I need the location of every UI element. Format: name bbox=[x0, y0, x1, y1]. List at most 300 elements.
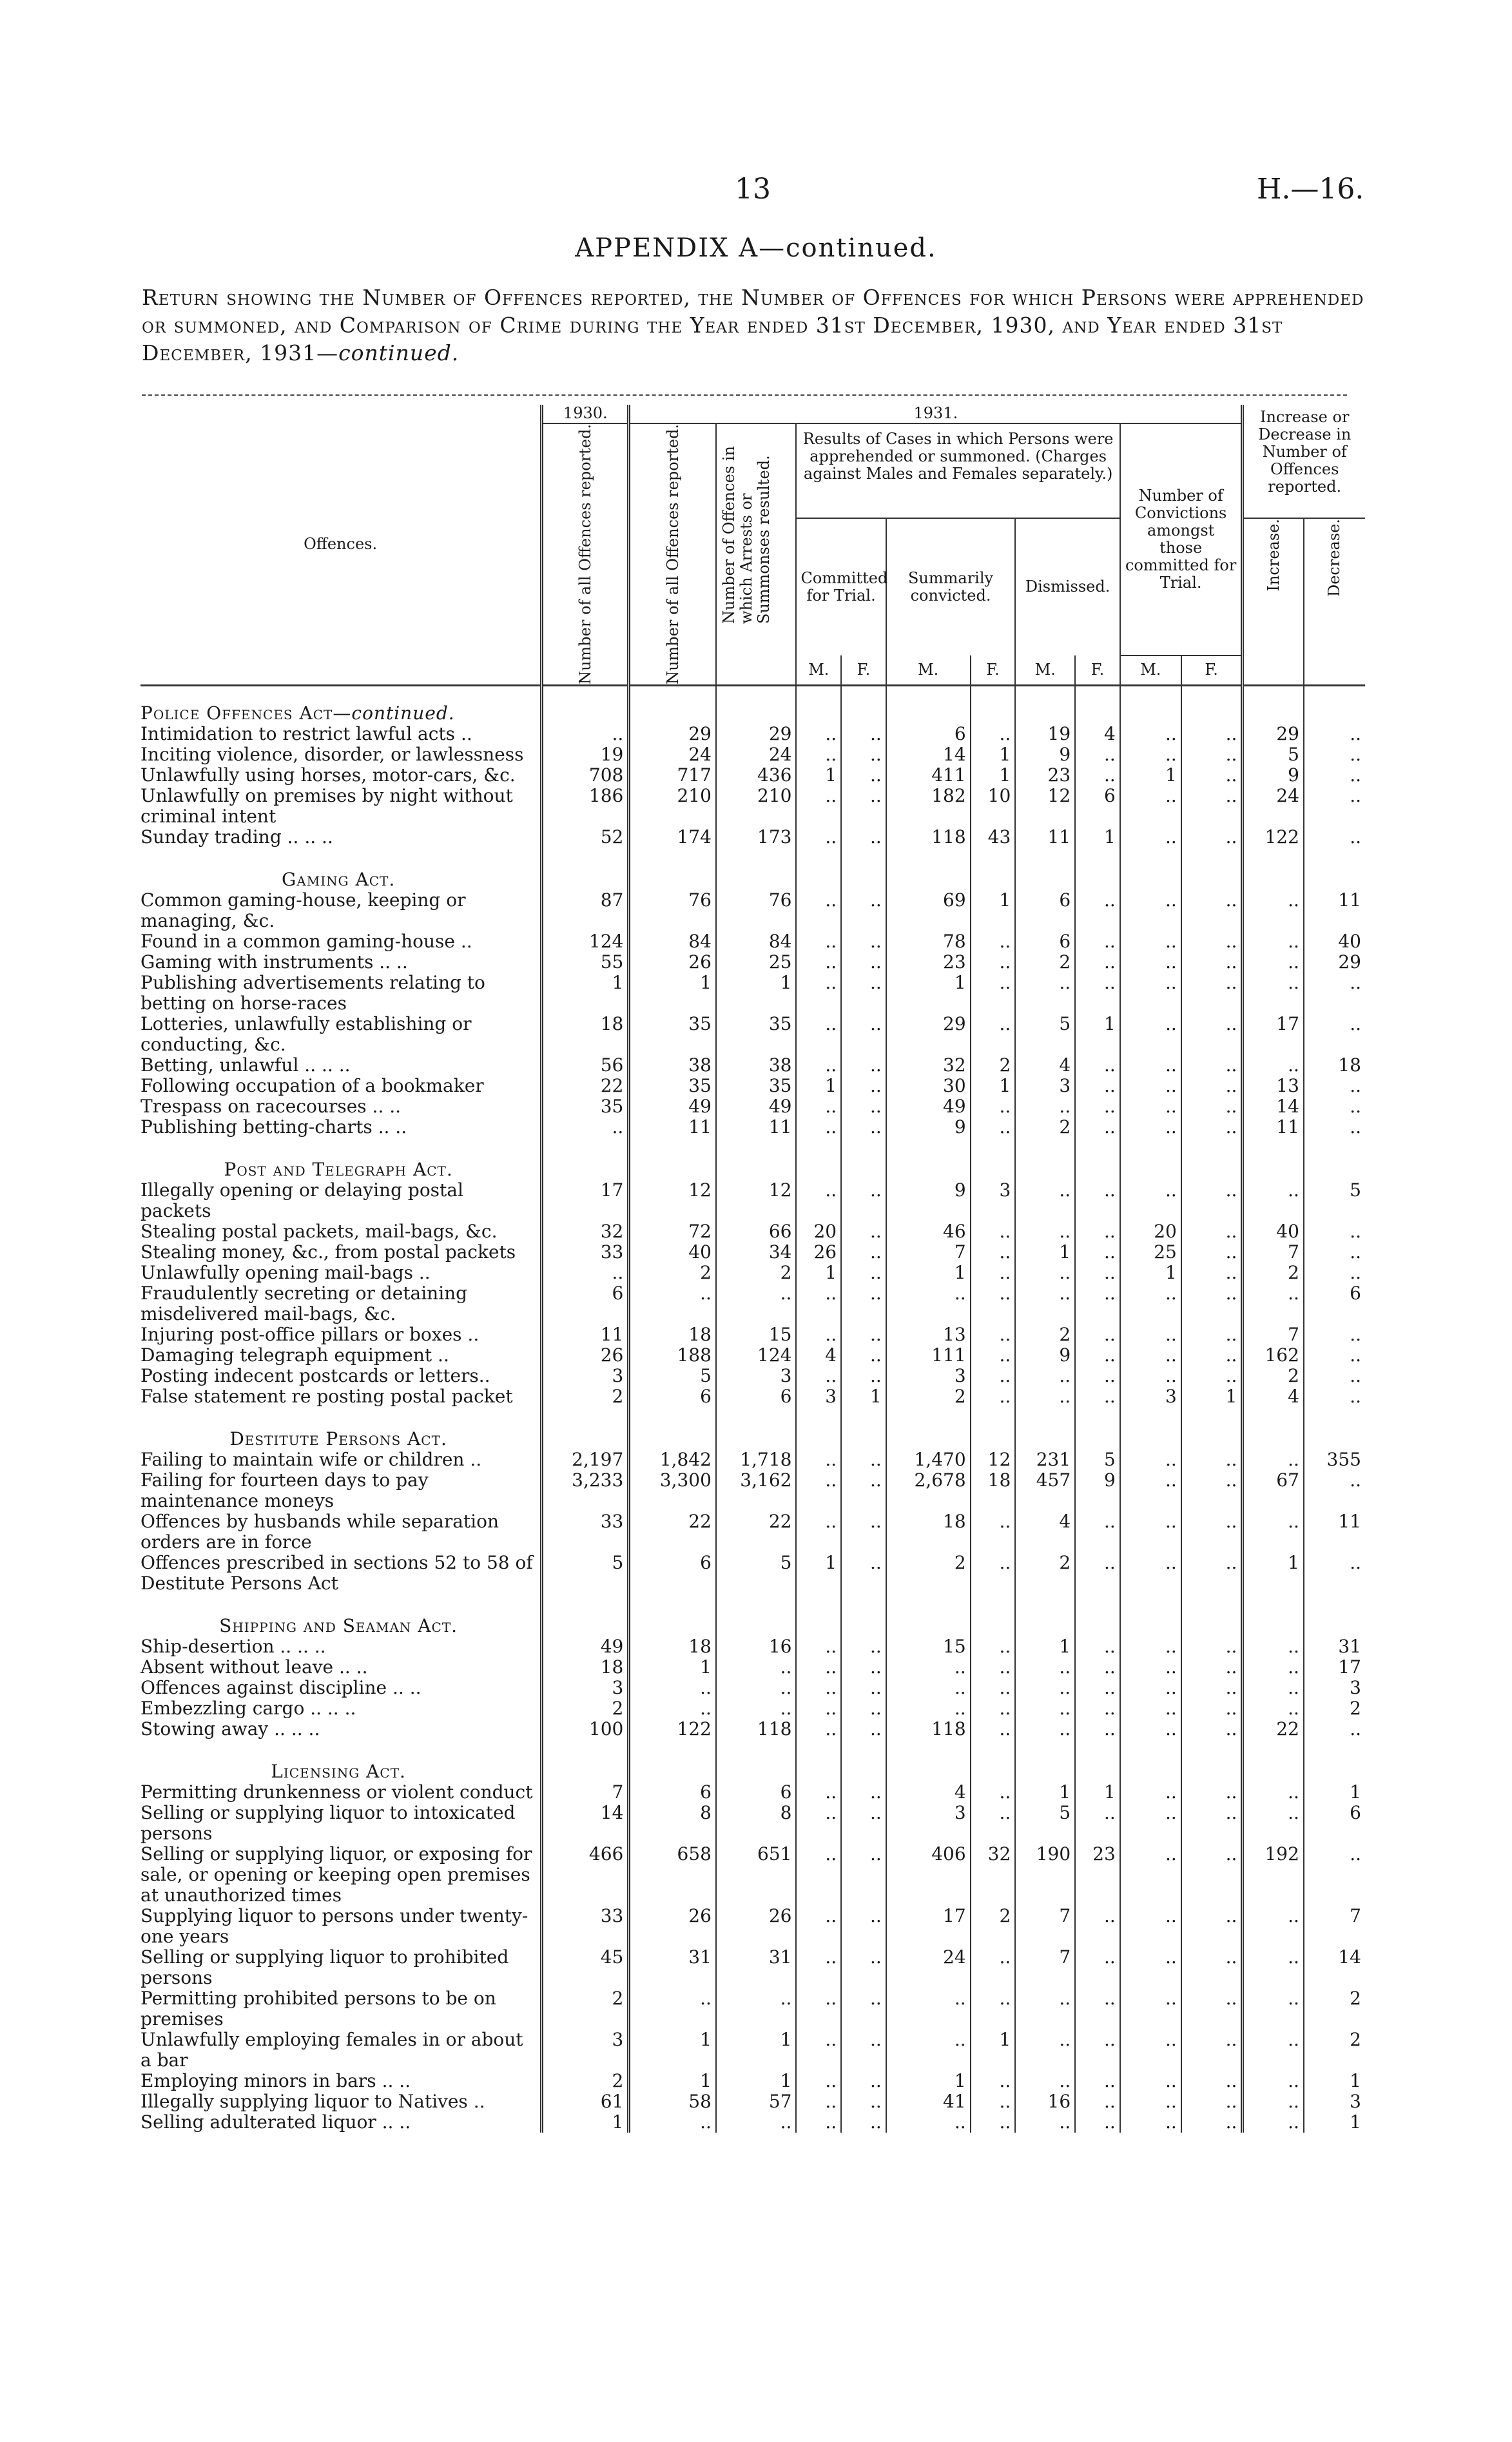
offence-label: Betting, unlawful .. .. .. bbox=[141, 1054, 351, 1076]
committed-m-header: M. bbox=[796, 655, 841, 686]
table-cell: 32 bbox=[542, 1221, 629, 1242]
table-cell: .. bbox=[1120, 1180, 1181, 1221]
arrests-header bbox=[716, 423, 797, 685]
empty-cell bbox=[1243, 848, 1304, 890]
table-cell: .. bbox=[1075, 744, 1120, 765]
table-row bbox=[141, 1636, 1365, 1657]
offence-label: Ship-desertion .. .. .. bbox=[141, 1635, 326, 1657]
table-cell: .. bbox=[841, 1988, 886, 2030]
table-row bbox=[141, 1096, 1365, 1117]
reported-1931-label: Number of all Offences reported. bbox=[663, 424, 682, 684]
table-cell: 14 bbox=[886, 744, 971, 765]
table-cell: 33 bbox=[542, 1242, 629, 1263]
table-cell: .. bbox=[796, 827, 841, 848]
table-cell: .. bbox=[796, 1698, 841, 1719]
table-cell: .. bbox=[886, 1657, 971, 1678]
offence-label: Common gaming-house, keeping or managing, &c. bbox=[141, 889, 466, 931]
table-cell: .. bbox=[1243, 973, 1304, 1014]
table-cell: 6 bbox=[1304, 1803, 1365, 1844]
table-cell: 4 bbox=[886, 1782, 971, 1803]
offence-label: False statement re posting postal packet bbox=[141, 1385, 513, 1407]
table-cell: .. bbox=[1075, 1657, 1120, 1678]
table-cell: 49 bbox=[886, 1096, 971, 1117]
increase-header bbox=[1243, 518, 1304, 685]
empty-cell bbox=[841, 1594, 886, 1636]
table-cell: .. bbox=[1075, 1263, 1120, 1283]
table-cell: .. bbox=[1304, 1719, 1365, 1739]
table-cell: .. bbox=[971, 1947, 1016, 1988]
table-cell: .. bbox=[1243, 2112, 1304, 2133]
table-cell: .. bbox=[1120, 1096, 1181, 1117]
table-cell: 1 bbox=[1304, 2071, 1365, 2091]
table-cell: .. bbox=[796, 2112, 841, 2133]
table-cell: .. bbox=[1243, 1678, 1304, 1698]
table-cell: .. bbox=[1304, 827, 1365, 848]
table-cell: 7 bbox=[1015, 1947, 1075, 1988]
table-cell: 122 bbox=[1243, 827, 1304, 848]
table-cell: 17 bbox=[1243, 1014, 1304, 1055]
offence-label: Damaging telegraph equipment .. bbox=[141, 1344, 449, 1366]
table-cell: .. bbox=[1304, 724, 1365, 744]
table-cell: 35 bbox=[716, 1014, 797, 1055]
table-cell: 10 bbox=[971, 786, 1016, 827]
table-cell: .. bbox=[1015, 1678, 1075, 1698]
empty-cell bbox=[971, 1739, 1016, 1782]
offence-label: Gaming with instruments .. .. bbox=[141, 951, 408, 973]
table-cell: .. bbox=[1243, 1906, 1304, 1947]
table-cell: 2 bbox=[886, 1553, 971, 1594]
table-cell: 5 bbox=[1015, 1014, 1075, 1055]
reported-1931-header bbox=[629, 423, 716, 685]
table-row bbox=[141, 827, 1365, 848]
table-cell: .. bbox=[1181, 1803, 1243, 1844]
table-cell: 20 bbox=[1120, 1221, 1181, 1242]
section-heading-text: Shipping and Seaman Act. bbox=[219, 1614, 458, 1636]
table-cell: 15 bbox=[886, 1636, 971, 1657]
table-row bbox=[141, 1698, 1365, 1719]
table-cell: 18 bbox=[629, 1324, 716, 1345]
year-1930-header: 1930. bbox=[542, 405, 629, 423]
table-cell: .. bbox=[841, 1719, 886, 1739]
table-row bbox=[141, 1470, 1365, 1511]
table-cell: 76 bbox=[629, 890, 716, 931]
table-cell: .. bbox=[1015, 2030, 1075, 2071]
table-cell: 17 bbox=[1304, 1657, 1365, 1678]
table-cell: 6 bbox=[542, 1283, 629, 1324]
table-cell: 38 bbox=[629, 1055, 716, 1076]
empty-cell bbox=[1075, 1739, 1120, 1782]
table-cell: .. bbox=[1181, 827, 1243, 848]
table-cell: .. bbox=[1015, 1386, 1075, 1407]
table-cell: .. bbox=[1120, 1803, 1181, 1844]
table-cell: .. bbox=[1181, 765, 1243, 786]
table-cell: .. bbox=[1075, 1180, 1120, 1221]
table-cell: 2,197 bbox=[542, 1449, 629, 1470]
table-cell: .. bbox=[1181, 1324, 1243, 1345]
table-cell: .. bbox=[796, 1947, 841, 1988]
table-cell: .. bbox=[1304, 786, 1365, 827]
offence-label: Unlawfully opening mail-bags .. bbox=[141, 1261, 431, 1283]
table-cell: .. bbox=[841, 1180, 886, 1221]
empty-cell bbox=[1120, 685, 1181, 724]
table-cell: 1 bbox=[886, 2071, 971, 2091]
table-cell: .. bbox=[971, 1782, 1016, 1803]
table-row bbox=[141, 931, 1365, 952]
table-cell: .. bbox=[841, 1096, 886, 1117]
table-cell: .. bbox=[1120, 744, 1181, 765]
table-cell: 1 bbox=[971, 2030, 1016, 2071]
table-cell: 1 bbox=[971, 890, 1016, 931]
table-cell: .. bbox=[796, 1719, 841, 1739]
empty-cell bbox=[1181, 1739, 1243, 1782]
table-cell: .. bbox=[1075, 1055, 1120, 1076]
table-row bbox=[141, 1117, 1365, 1138]
table-cell: 3 bbox=[1015, 1076, 1075, 1096]
table-cell: 2 bbox=[971, 1906, 1016, 1947]
table-cell: .. bbox=[841, 1263, 886, 1283]
table-cell: 7 bbox=[886, 1242, 971, 1263]
table-cell: .. bbox=[796, 1180, 841, 1221]
table-cell: .. bbox=[1015, 1366, 1075, 1386]
table-cell: 355 bbox=[1304, 1449, 1365, 1470]
empty-cell bbox=[1304, 848, 1365, 890]
table-cell: 22 bbox=[542, 1076, 629, 1096]
table-cell: 3 bbox=[971, 1180, 1016, 1221]
table-cell: 11 bbox=[716, 1117, 797, 1138]
table-cell: .. bbox=[1120, 1988, 1181, 2030]
table-cell: .. bbox=[1304, 1263, 1365, 1283]
table-cell: 40 bbox=[1304, 931, 1365, 952]
offence-label: Permitting prohibited persons to be on premises bbox=[141, 1987, 496, 2030]
reported-1930-label: Number of all Offences reported. bbox=[576, 424, 594, 684]
table-cell: .. bbox=[796, 952, 841, 973]
table-cell: 1 bbox=[796, 765, 841, 786]
table-cell: .. bbox=[1181, 2091, 1243, 2112]
table-cell: 12 bbox=[716, 1180, 797, 1221]
empty-cell bbox=[1120, 1407, 1181, 1449]
table-cell: .. bbox=[1243, 952, 1304, 973]
table-cell: .. bbox=[796, 1366, 841, 1386]
table-cell: 2 bbox=[542, 1386, 629, 1407]
table-row bbox=[141, 890, 1365, 931]
table-cell: .. bbox=[1075, 1698, 1120, 1719]
table-cell: .. bbox=[841, 765, 886, 786]
convictions-header: Number of Convictions amongst those committed for Trial. bbox=[1120, 423, 1243, 655]
table-cell: 61 bbox=[542, 2091, 629, 2112]
table-cell: 1 bbox=[971, 744, 1016, 765]
table-cell: .. bbox=[1075, 890, 1120, 931]
table-cell: 1 bbox=[841, 1386, 886, 1407]
table-cell: .. bbox=[1181, 2030, 1243, 2071]
table-cell: .. bbox=[971, 1263, 1016, 1283]
table-row bbox=[141, 1719, 1365, 1739]
table-cell: 26 bbox=[542, 1345, 629, 1366]
table-cell: .. bbox=[1181, 1076, 1243, 1096]
table-cell: .. bbox=[1181, 1366, 1243, 1386]
table-cell: .. bbox=[796, 1782, 841, 1803]
table-cell: 11 bbox=[542, 1324, 629, 1345]
table-cell: 26 bbox=[629, 952, 716, 973]
table-cell: .. bbox=[1120, 952, 1181, 973]
table-cell: 7 bbox=[1304, 1906, 1365, 1947]
table-cell: .. bbox=[841, 1055, 886, 1076]
offence-label: Trespass on racecourses .. .. bbox=[141, 1095, 402, 1117]
table-cell: 1 bbox=[716, 2071, 797, 2091]
table-cell: .. bbox=[841, 1345, 886, 1366]
empty-cell bbox=[971, 1594, 1016, 1636]
table-row bbox=[141, 1988, 1365, 2030]
table-cell: .. bbox=[1120, 786, 1181, 827]
dismissed-m-header: M. bbox=[1015, 655, 1075, 686]
table-cell: 1 bbox=[716, 2030, 797, 2071]
table-cell: 5 bbox=[1304, 1180, 1365, 1221]
convictions-m-header: M. bbox=[1120, 655, 1181, 686]
table-cell: .. bbox=[841, 1470, 886, 1511]
table-cell: .. bbox=[1015, 1221, 1075, 1242]
table-cell: 12 bbox=[1015, 786, 1075, 827]
table-cell: 1 bbox=[629, 2030, 716, 2071]
table-cell: .. bbox=[1120, 931, 1181, 952]
table-cell: 192 bbox=[1243, 1844, 1304, 1906]
table-cell: 35 bbox=[629, 1014, 716, 1055]
empty-cell bbox=[796, 685, 841, 724]
decrease-label: Decrease. bbox=[1325, 519, 1344, 597]
table-cell: 210 bbox=[629, 786, 716, 827]
table-cell: 231 bbox=[1015, 1449, 1075, 1470]
table-cell: .. bbox=[971, 1678, 1016, 1698]
offences-table bbox=[141, 405, 1365, 2133]
section-heading bbox=[141, 1407, 542, 1449]
empty-cell bbox=[1181, 1594, 1243, 1636]
table-cell: .. bbox=[796, 1470, 841, 1511]
table-row bbox=[141, 1055, 1365, 1076]
table-cell: .. bbox=[1181, 744, 1243, 765]
table-cell: .. bbox=[1075, 1283, 1120, 1324]
table-cell: .. bbox=[841, 2030, 886, 2071]
table-cell: 33 bbox=[542, 1906, 629, 1947]
table-cell: .. bbox=[1015, 2112, 1075, 2133]
offence-label: Injuring post-office pillars or boxes .. bbox=[141, 1323, 480, 1345]
table-cell: .. bbox=[841, 952, 886, 973]
empty-cell bbox=[1181, 848, 1243, 890]
empty-cell bbox=[796, 1138, 841, 1180]
empty-cell bbox=[886, 685, 971, 724]
table-cell: 3,162 bbox=[716, 1470, 797, 1511]
empty-cell bbox=[1075, 1138, 1120, 1180]
offence-label: Unlawfully on premises by night without criminal intent bbox=[141, 784, 513, 827]
table-cell: 26 bbox=[716, 1906, 797, 1947]
section-heading bbox=[141, 1594, 542, 1636]
table-cell: 25 bbox=[1120, 1242, 1181, 1263]
empty-cell bbox=[796, 1407, 841, 1449]
empty-cell bbox=[1120, 1739, 1181, 1782]
empty-cell bbox=[716, 1594, 797, 1636]
table-cell: 1 bbox=[1120, 765, 1181, 786]
table-cell: .. bbox=[1304, 1345, 1365, 1366]
table-cell: .. bbox=[1181, 952, 1243, 973]
empty-cell bbox=[1120, 1594, 1181, 1636]
empty-cell bbox=[1120, 848, 1181, 890]
table-cell: 162 bbox=[1243, 1345, 1304, 1366]
table-cell: 9 bbox=[886, 1117, 971, 1138]
table-cell: 40 bbox=[1243, 1221, 1304, 1242]
table-cell: 29 bbox=[1304, 952, 1365, 973]
table-cell: .. bbox=[1075, 1076, 1120, 1096]
section-heading-text: Gaming Act. bbox=[281, 868, 396, 890]
table-row bbox=[141, 952, 1365, 973]
offence-label: Permitting drunkenness or violent conduct bbox=[141, 1781, 533, 1803]
table-cell: .. bbox=[841, 1449, 886, 1470]
table-cell: .. bbox=[1120, 1511, 1181, 1553]
table-cell: .. bbox=[1304, 1553, 1365, 1594]
table-row bbox=[141, 2112, 1365, 2133]
table-row bbox=[141, 1906, 1365, 1947]
offence-label: Selling or supplying liquor, or exposing for sale, or opening or keeping open premises at unauthorized times bbox=[141, 1843, 532, 1906]
table-cell: 1 bbox=[1120, 1263, 1181, 1283]
offence-label: Failing for fourteen days to pay maintenance moneys bbox=[141, 1469, 429, 1511]
table-cell: .. bbox=[1075, 2091, 1120, 2112]
table-cell: 100 bbox=[542, 1719, 629, 1739]
table-row bbox=[141, 1221, 1365, 1242]
table-cell: .. bbox=[1015, 1180, 1075, 1221]
table-cell: 19 bbox=[542, 744, 629, 765]
table-cell: 56 bbox=[542, 1055, 629, 1076]
top-rule bbox=[142, 394, 1347, 396]
table-row bbox=[141, 2030, 1365, 2071]
table-cell: .. bbox=[1075, 2071, 1120, 2091]
table-cell: 4 bbox=[796, 1345, 841, 1366]
offence-label: Failing to maintain wife or children .. bbox=[141, 1448, 482, 1470]
table-row bbox=[141, 724, 1365, 744]
table-cell: .. bbox=[1181, 786, 1243, 827]
table-cell: 2 bbox=[1015, 1117, 1075, 1138]
empty-cell bbox=[1075, 685, 1120, 724]
table-cell: .. bbox=[1243, 1698, 1304, 1719]
table-cell: .. bbox=[1075, 952, 1120, 973]
table-cell: 3 bbox=[542, 1678, 629, 1698]
table-cell: 2 bbox=[1243, 1366, 1304, 1386]
table-cell: 55 bbox=[542, 952, 629, 973]
table-cell: .. bbox=[1304, 1242, 1365, 1263]
offence-label: Unlawfully employing females in or about a bar bbox=[141, 2028, 523, 2071]
table-cell: 13 bbox=[886, 1324, 971, 1345]
table-cell: .. bbox=[886, 1988, 971, 2030]
offence-label: Selling or supplying liquor to prohibited persons bbox=[141, 1946, 509, 1988]
table-cell: .. bbox=[1181, 1678, 1243, 1698]
table-cell: 9 bbox=[1075, 1470, 1120, 1511]
table-cell: .. bbox=[716, 1678, 797, 1698]
table-cell: .. bbox=[841, 931, 886, 952]
return-title bbox=[142, 284, 1366, 367]
section-heading bbox=[141, 685, 542, 724]
table-cell: .. bbox=[1075, 1324, 1120, 1345]
table-cell: 3 bbox=[1120, 1386, 1181, 1407]
table-cell: .. bbox=[1304, 1844, 1365, 1906]
table-cell: 18 bbox=[542, 1014, 629, 1055]
table-cell: .. bbox=[1181, 1906, 1243, 1947]
table-cell: .. bbox=[1243, 1511, 1304, 1553]
table-cell: 5 bbox=[629, 1366, 716, 1386]
offence-label: Stowing away .. .. .. bbox=[141, 1718, 320, 1739]
table-cell: 1 bbox=[1075, 827, 1120, 848]
table-cell: .. bbox=[1120, 1449, 1181, 1470]
empty-cell bbox=[886, 1407, 971, 1449]
table-cell: 1 bbox=[1015, 1782, 1075, 1803]
table-cell: .. bbox=[796, 1117, 841, 1138]
decrease-header bbox=[1304, 518, 1365, 685]
empty-cell bbox=[971, 685, 1016, 724]
table-cell: .. bbox=[796, 1657, 841, 1678]
table-cell: .. bbox=[841, 1553, 886, 1594]
dismissed-f-header: F. bbox=[1075, 655, 1120, 686]
table-cell: 84 bbox=[629, 931, 716, 952]
table-cell: .. bbox=[886, 2030, 971, 2071]
table-cell: 1 bbox=[629, 2071, 716, 2091]
table-cell: 1 bbox=[971, 1076, 1016, 1096]
dismissed-header: Dismissed. bbox=[1015, 518, 1120, 655]
table-cell: .. bbox=[841, 1014, 886, 1055]
table-cell: .. bbox=[1243, 890, 1304, 931]
section-heading bbox=[141, 848, 542, 890]
table-cell: 2 bbox=[629, 1263, 716, 1283]
empty-cell bbox=[1015, 1407, 1075, 1449]
committed-f-header: F. bbox=[841, 655, 886, 686]
table-cell: 1,470 bbox=[886, 1449, 971, 1470]
table-cell: .. bbox=[841, 1844, 886, 1906]
table-row bbox=[141, 2091, 1365, 2112]
table-cell: .. bbox=[796, 1511, 841, 1553]
offence-label: Employing minors in bars .. .. bbox=[141, 2069, 411, 2091]
table-cell: .. bbox=[1181, 1345, 1243, 1366]
table-cell: .. bbox=[1015, 1988, 1075, 2030]
table-cell: .. bbox=[1243, 1782, 1304, 1803]
table-cell: .. bbox=[971, 1324, 1016, 1345]
table-cell: .. bbox=[1243, 1988, 1304, 2030]
table-cell: .. bbox=[1120, 827, 1181, 848]
table-row bbox=[141, 1511, 1365, 1553]
table-cell: .. bbox=[971, 1386, 1016, 1407]
section-heading-row bbox=[141, 1138, 1365, 1180]
section-heading-row bbox=[141, 848, 1365, 890]
table-cell: .. bbox=[1243, 931, 1304, 952]
table-cell: .. bbox=[1075, 2112, 1120, 2133]
empty-cell bbox=[1015, 1594, 1075, 1636]
table-cell: .. bbox=[971, 2071, 1016, 2091]
table-cell: 11 bbox=[1015, 827, 1075, 848]
table-cell: 186 bbox=[542, 786, 629, 827]
table-cell: 3 bbox=[796, 1386, 841, 1407]
empty-cell bbox=[1243, 685, 1304, 724]
table-cell: .. bbox=[716, 1698, 797, 1719]
table-cell: 1 bbox=[629, 973, 716, 1014]
table-cell: .. bbox=[1181, 1636, 1243, 1657]
table-cell: 1 bbox=[886, 973, 971, 1014]
table-cell: 15 bbox=[716, 1324, 797, 1345]
table-cell: .. bbox=[1075, 1636, 1120, 1657]
table-cell: .. bbox=[1075, 1242, 1120, 1263]
table-cell: 5 bbox=[1015, 1803, 1075, 1844]
table-cell: 49 bbox=[542, 1636, 629, 1657]
offence-label: Absent without leave .. .. bbox=[141, 1656, 368, 1678]
table-cell: .. bbox=[1243, 1180, 1304, 1221]
table-cell: .. bbox=[796, 1096, 841, 1117]
table-cell: .. bbox=[1304, 1014, 1365, 1055]
table-cell: .. bbox=[1304, 1366, 1365, 1386]
offence-label: Following occupation of a bookmaker bbox=[141, 1074, 484, 1096]
table-cell: .. bbox=[841, 1678, 886, 1698]
table-cell: .. bbox=[1120, 1553, 1181, 1594]
table-cell: .. bbox=[1304, 1386, 1365, 1407]
